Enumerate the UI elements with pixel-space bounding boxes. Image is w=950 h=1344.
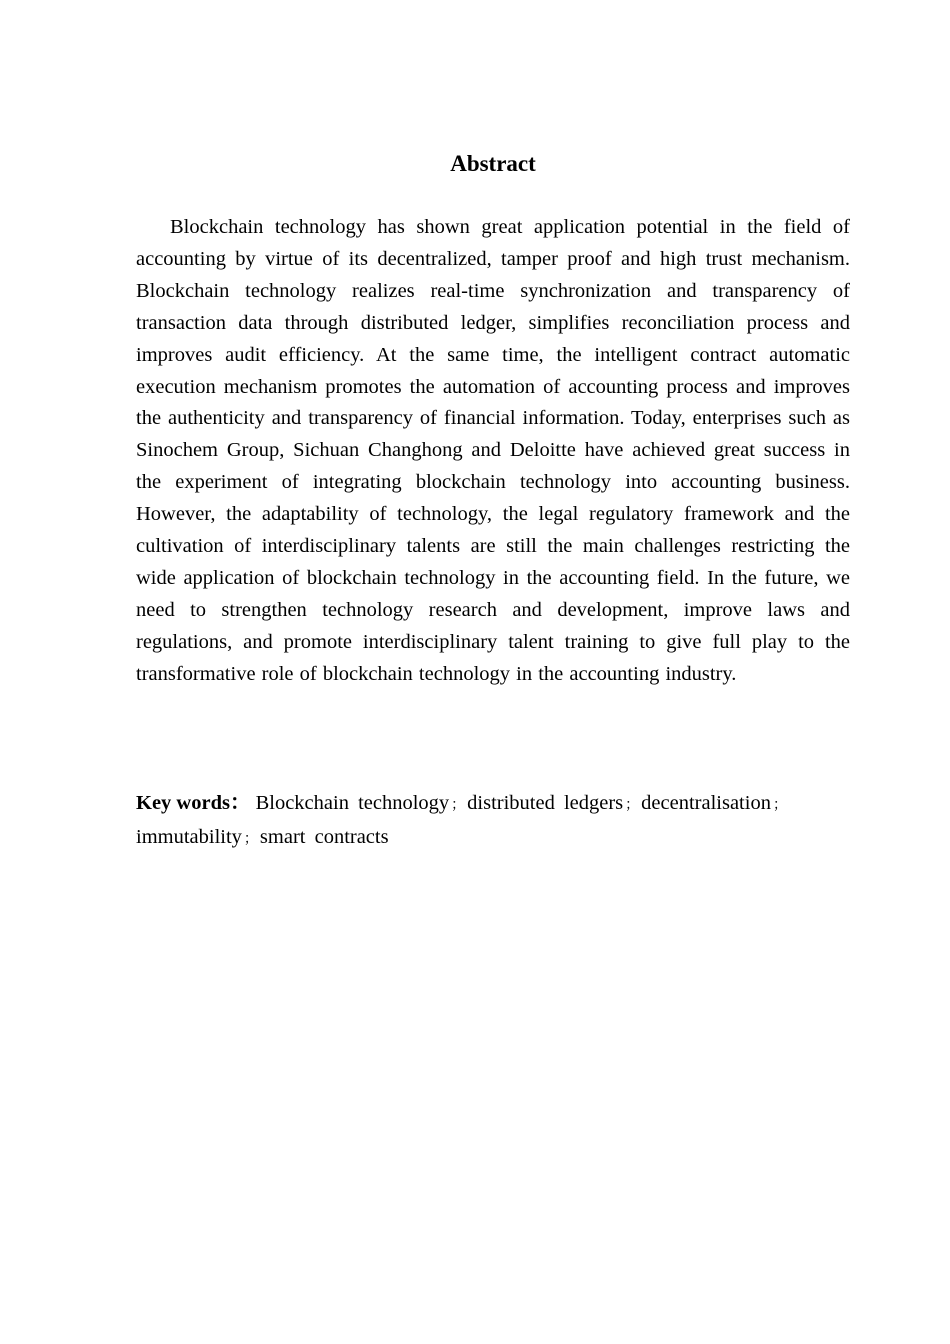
keyword-term: distributed ledgers: [467, 792, 624, 814]
abstract-title: Abstract: [450, 151, 536, 176]
keyword-term: decentralisation: [641, 792, 771, 814]
keyword-term: smart contracts: [259, 826, 389, 848]
keyword-term: Blockchain technology: [255, 792, 450, 814]
keyword-separator: ；: [772, 797, 787, 813]
keyword-term: immutability: [136, 826, 242, 848]
keyword-separator: ；: [451, 797, 466, 813]
keyword-separator: ；: [625, 797, 640, 813]
keywords-label: Key words：: [136, 792, 251, 814]
keywords-section: [136, 787, 850, 855]
keyword-separator: ；: [243, 831, 258, 847]
abstract-body: Blockchain technology has shown great application potential in the field of accounting by virtue of its decentralized, tamper proof and high trust mechanism. Blockchain technology realizes real-time synchronization and transparency of transaction data through distributed ledger, simplifies reconciliation process and improves audit efficiency. At the same time, the intelligent contract automatic execution mechanism promotes the automation of accounting process and improves the authenticity and transparency of financial information. Today, enterprises such as Sinochem Group, Sichuan Changhong and Deloitte have achieved great success in the experiment of integrating blockchain technology into accounting business. However, the adaptability of technology, the legal regulatory framework and the cultivation of interdisciplinary talents are still the main challenges restricting the wide application of blockchain technology in the accounting field. In the future, we need to strengthen technology research and development, improve laws and regulations, and promote interdisciplinary talent training to give full play to the transformative role of blockchain technology in the accounting industry.: [136, 216, 850, 685]
